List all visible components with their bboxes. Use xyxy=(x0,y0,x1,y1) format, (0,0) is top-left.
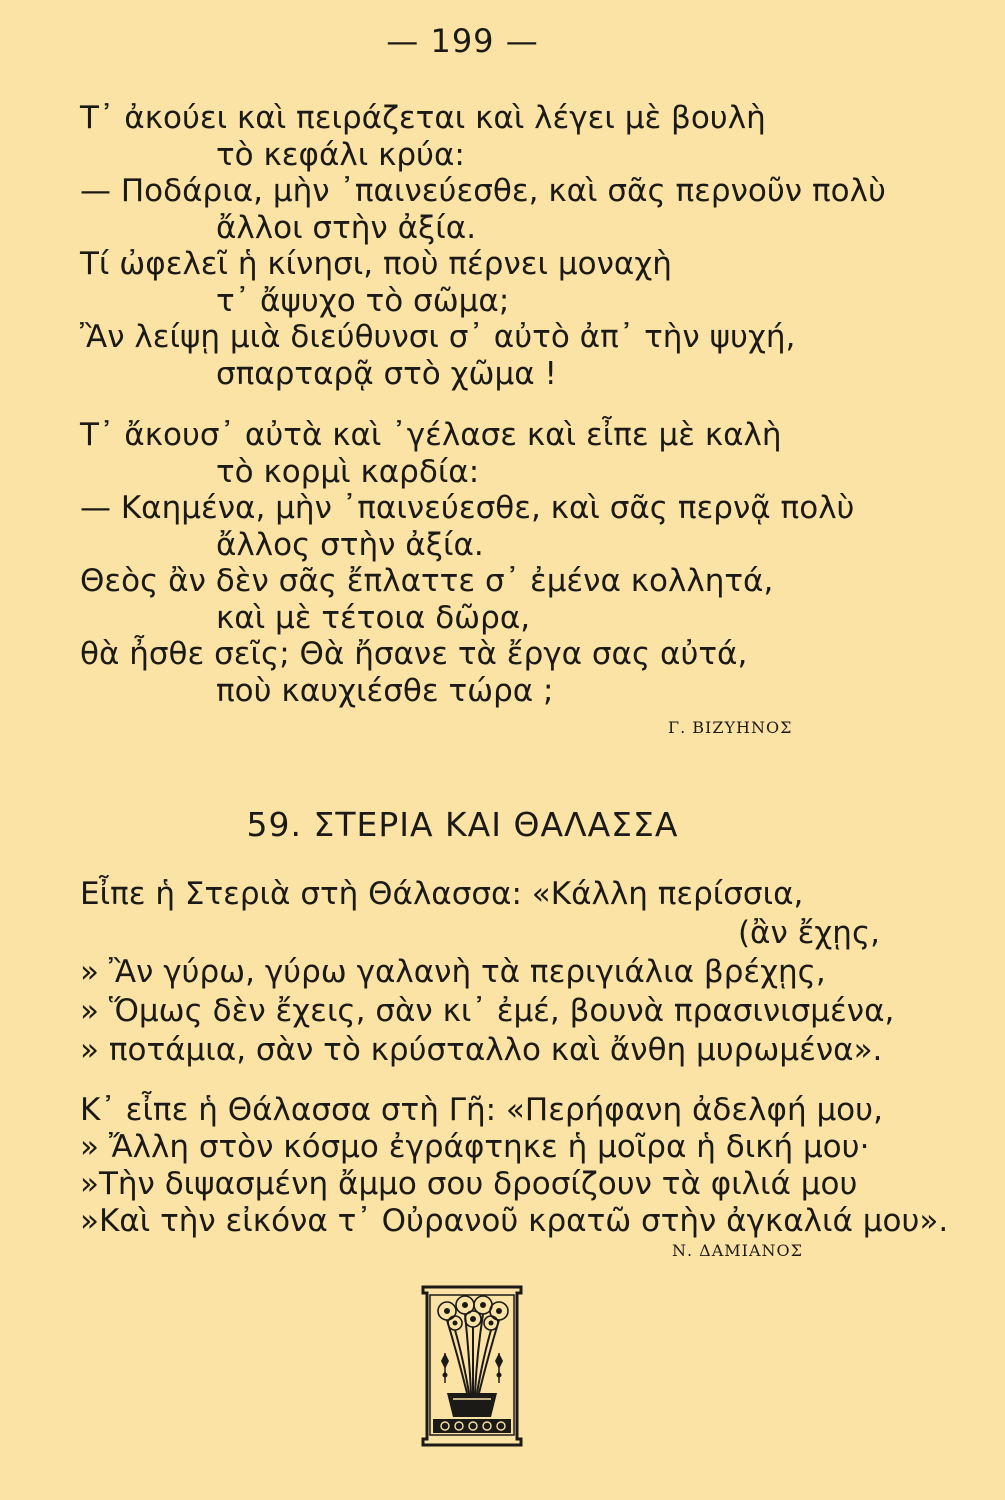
section-title: 59. ΣΤΕΡΙΑ ΚΑΙ ΘΑΛΑΣΣΑ xyxy=(246,805,679,844)
poem-line: »Καὶ τὴν εἰκόνα τ᾽ Οὐρανοῦ κρατῶ στὴν ἀγκαλιά μου». xyxy=(80,1203,949,1239)
flower-vase-ornament-icon xyxy=(417,1283,527,1449)
poem-line: » Ἄλλη στὸν κόσμο ἐγράφτηκε ἡ μοῖρα ἡ δική μου· xyxy=(80,1129,870,1165)
poem-line: τὸ κεφάλι κρύα: xyxy=(216,136,465,173)
poem-line: ἄλλος στὴν ἀξία. xyxy=(216,526,484,563)
poem-first-stanza-2 xyxy=(80,417,900,709)
poem-line: Ἂν λείψῃ μιὰ διεύθυνσι σ᾽ αὐτὸ ἀπ᾽ τὴν ψυχή, xyxy=(80,319,796,355)
poem-line: Κ᾽ εἶπε ἡ Θάλασσα στὴ Γῆ: «Περήφανη ἀδελφή μου, xyxy=(80,1092,883,1128)
poem-line: (ἂν ἔχῃς, xyxy=(737,915,880,951)
poem-line: »Τὴν διψασμένη ἄμμο σου δροσίζουν τὰ φιλιά μου xyxy=(80,1166,858,1202)
poem-second-stanza-2 xyxy=(80,1092,949,1240)
poem-line: ἄλλοι στὴν ἀξία. xyxy=(216,209,477,246)
poem-author: Ν. ΔΑΜΙΑΝΟΣ xyxy=(672,1241,803,1260)
poem-line: — Ποδάρια, μὴν ᾽παινεύεσθε, καὶ σᾶς περνοῦν πολὺ xyxy=(80,173,886,209)
poem-line: Τί ὠφελεῖ ἡ κίνησι, ποὺ πέρνει μοναχὴ xyxy=(80,246,672,282)
poem-line: » Ἂν γύρω, γύρω γαλανὴ τὰ περιγιάλια βρέχῃς, xyxy=(80,954,826,990)
poem-line: τὸ κορμὶ καρδία: xyxy=(216,453,480,490)
poem-line: θὰ ἦσθε σεῖς; Θὰ ἤσανε τὰ ἔργα σας αὐτά, xyxy=(80,636,748,672)
poem-line: καὶ μὲ τέτοια δῶρα, xyxy=(216,599,531,636)
poem-line: Θεὸς ἂν δὲν σᾶς ἔπλαττε σ᾽ ἐμένα κολλητά, xyxy=(80,563,774,599)
poem-line: ποὺ καυχιέσθε τώρα ; xyxy=(216,672,554,709)
poem-line: » ποτάμια, σὰν τὸ κρύσταλλο καὶ ἄνθη μυρωμένα». xyxy=(80,1032,883,1068)
poem-line: σπαρταρᾷ στὸ χῶμα ! xyxy=(216,355,557,392)
poem-line: Εἶπε ἡ Στεριὰ στὴ Θάλασσα: «Κάλλη περίσσια, xyxy=(80,876,804,912)
poem-line: — Καημένα, μὴν ᾽παινεύεσθε, καὶ σᾶς περνᾷ πολὺ xyxy=(80,490,855,526)
poem-line: Τ᾽ ἄκουσ᾽ αὐτὰ καὶ ᾽γέλασε καὶ εἶπε μὲ καλὴ xyxy=(80,417,782,453)
poem-line: Τ᾽ ἀκούει καὶ πειράζεται καὶ λέγει μὲ βουλὴ xyxy=(80,100,766,136)
poem-line: τ᾽ ἄψυχο τὸ σῶμα; xyxy=(216,282,510,319)
poem-first-stanza-1 xyxy=(80,100,900,392)
poem-author: Γ. ΒΙΖΥΗΝΟΣ xyxy=(668,718,793,737)
poem-line: » Ὅμως δὲν ἔχεις, σὰν κι᾽ ἐμέ, βουνὰ πρασινισμένα, xyxy=(80,993,895,1029)
poem-second-stanza-1 xyxy=(80,875,910,1070)
page-number: — 199 — xyxy=(386,22,539,60)
